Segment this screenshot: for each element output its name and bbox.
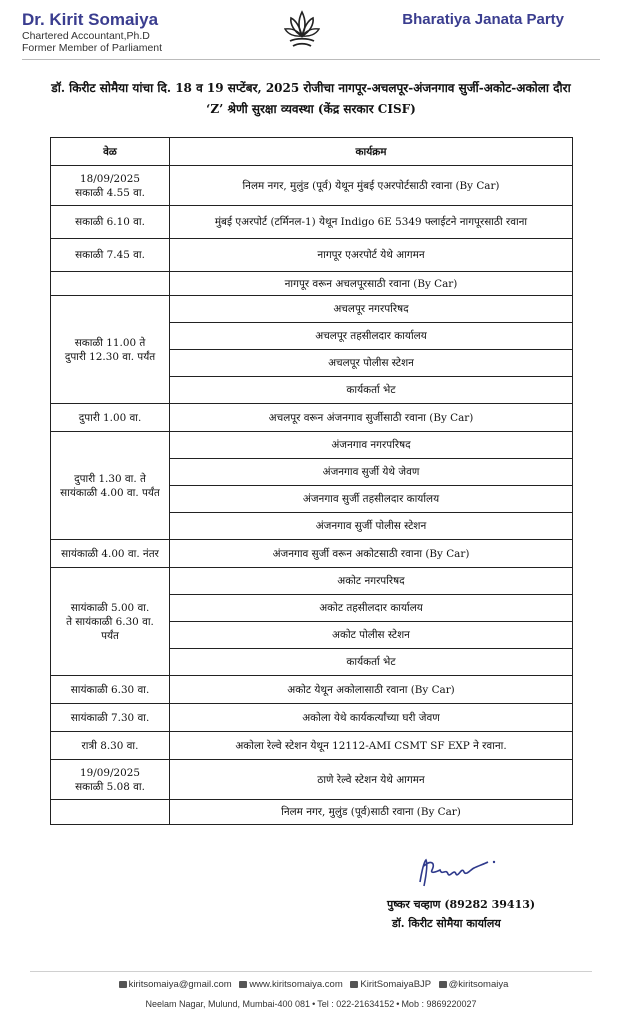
- program-cell: अकोट येथून अकोलासाठी रवाना (By Car): [170, 676, 573, 704]
- document-subtitle: ‘Z’ श्रेणी सुरक्षा व्यवस्था (केंद्र सरकार CISF): [206, 102, 416, 116]
- column-header-time: वेळ: [51, 138, 170, 166]
- footer-divider: [30, 971, 592, 972]
- time-cell: [51, 800, 170, 825]
- program-cell: निलम नगर, मुलुंड (पूर्व) येथून मुंबई एअरपोर्टसाठी रवाना (By Car): [170, 166, 573, 206]
- program-cell: कार्यकर्ता भेट: [170, 377, 573, 404]
- time-text: 19/09/2025: [80, 766, 140, 779]
- table-row: [51, 239, 573, 272]
- header-divider: [22, 59, 600, 60]
- program-cell: अकोट नगरपरिषद: [170, 568, 573, 595]
- signatory-name: पुष्कर चव्हाण (89282 39413): [387, 898, 536, 911]
- footer-tel: Tel : 022-21634152: [317, 999, 395, 1009]
- schedule-table: [50, 137, 573, 825]
- time-text: सकाळी 11.00 ते: [74, 336, 146, 349]
- time-cell: [51, 296, 170, 404]
- program-cell: ठाणे रेल्वे स्टेशन येथे आगमन: [170, 760, 573, 800]
- program-cell: कार्यकर्ता भेट: [170, 649, 573, 676]
- footer-address-line: Neelam Nagar, Mulund, Mumbai-400 081 • Tel : 022-21634152 • Mob : 9869220027: [145, 999, 477, 1009]
- program-cell: अंजनगाव सुर्जी वरून अकोटसाठी रवाना (By Car): [170, 540, 573, 568]
- program-cell: अचलपूर पोलीस स्टेशन: [170, 350, 573, 377]
- time-cell: [51, 732, 170, 760]
- time-cell: [51, 404, 170, 432]
- time-cell: [51, 432, 170, 540]
- table-row: [51, 676, 573, 704]
- footer-facebook[interactable]: KiritSomaiyaBJP: [360, 979, 431, 990]
- letterhead-left: [22, 10, 162, 54]
- signatory-office: डॉ. किरीट सोमैया कार्यालय: [392, 917, 501, 930]
- time-text: सायंकाळी 4.00 वा. पर्यंत: [60, 486, 160, 499]
- party-name: Bharatiya Janata Party: [402, 11, 564, 28]
- program-cell: अंजनगाव सुर्जी येथे जेवण: [170, 459, 573, 486]
- table-row: [51, 540, 573, 568]
- footer-address: Neelam Nagar, Mulund, Mumbai-400 081: [145, 999, 311, 1009]
- time-cell: [51, 676, 170, 704]
- time-text: सकाळी 7.45 वा.: [75, 249, 145, 261]
- table-row: [51, 296, 573, 323]
- table-row: [51, 206, 573, 239]
- schedule-body: [51, 166, 573, 825]
- table-row: [51, 568, 573, 595]
- time-text: दुपारी 1.00 वा.: [78, 411, 142, 424]
- program-cell: अकोला येथे कार्यकर्त्यांच्या घरी जेवण: [170, 704, 573, 732]
- program-cell: नागपूर वरून अचलपूरसाठी रवाना (By Car): [170, 272, 573, 296]
- time-text: सायंकाळी 7.30 वा.: [70, 711, 150, 724]
- email-icon: [119, 981, 127, 988]
- footer-contacts: [0, 979, 622, 990]
- program-cell: अंजनगाव सुर्जी तहसीलदार कार्यालय: [170, 486, 573, 513]
- facebook-icon: [350, 981, 358, 988]
- footer-twitter[interactable]: @kiritsomaiya: [448, 979, 509, 990]
- table-row: [51, 760, 573, 800]
- time-text: सकाळी 5.08 वा.: [75, 780, 145, 793]
- time-cell: [51, 239, 170, 272]
- table-row: [51, 166, 573, 206]
- time-text: पर्यंत: [101, 629, 119, 642]
- table-row: [51, 732, 573, 760]
- program-cell: अकोट पोलीस स्टेशन: [170, 622, 573, 649]
- time-text: दुपारी 12.30 वा. पर्यंत: [64, 350, 156, 363]
- twitter-icon: [439, 981, 447, 988]
- time-text: दुपारी 1.30 वा. ते: [74, 472, 146, 485]
- program-cell: मुंबई एअरपोर्ट (टर्मिनल-1) येथून Indigo 6E 5349 फ्लाईटने नागपूरसाठी रवाना: [170, 206, 573, 239]
- letterhead-name: Dr. Kirit Somaiya: [22, 10, 159, 29]
- table-row: [51, 272, 573, 296]
- program-cell: निलम नगर, मुलुंड (पूर्व)साठी रवाना (By Car): [170, 800, 573, 825]
- program-cell: अचलपूर नगरपरिषद: [170, 296, 573, 323]
- document-title: डॉ. किरीट सोमैया यांचा दि. 18 व 19 सप्टेंबर, 2025 रोजीचा नागपूर-अचलपूर-अंजनगाव सुर्जी-अकोट-अकोला दौरा: [51, 81, 571, 95]
- table-row: [51, 432, 573, 459]
- signature-image: [414, 852, 500, 892]
- footer-website[interactable]: www.kiritsomaiya.com: [249, 979, 343, 990]
- time-text: सायंकाळी 5.00 वा.: [70, 601, 150, 614]
- time-cell: [51, 760, 170, 800]
- table-row: [51, 404, 573, 432]
- time-text: रात्री 8.30 वा.: [81, 739, 139, 752]
- time-cell: [51, 568, 170, 676]
- time-cell: [51, 166, 170, 206]
- program-cell: अंजनगाव सुर्जी पोलीस स्टेशन: [170, 513, 573, 540]
- time-cell: [51, 206, 170, 239]
- table-row: [51, 800, 573, 825]
- time-text: ते सायंकाळी 6.30 वा.: [66, 615, 154, 628]
- letterhead-qualification: Chartered Accountant,Ph.D: [22, 30, 150, 42]
- lotus-icon: [284, 10, 320, 50]
- program-cell: अचलपूर तहसीलदार कार्यालय: [170, 323, 573, 350]
- table-header-row: [51, 138, 573, 166]
- table-row: [51, 704, 573, 732]
- program-cell: नागपूर एअरपोर्ट येथे आगमन: [170, 239, 573, 272]
- time-text: सकाळी 6.10 वा.: [75, 216, 145, 228]
- time-cell: [51, 540, 170, 568]
- program-cell: अकोला रेल्वे स्टेशन येथून 12112-AMI CSMT SF EXP ने रवाना.: [170, 732, 573, 760]
- time-text: 18/09/2025: [80, 172, 140, 185]
- program-cell: अकोट तहसीलदार कार्यालय: [170, 595, 573, 622]
- time-text: सायंकाळी 4.00 वा. नंतर: [61, 547, 159, 560]
- footer-email[interactable]: kiritsomaiya@gmail.com: [128, 979, 232, 990]
- program-cell: अचलपूर वरून अंजनगाव सुर्जीसाठी रवाना (By Car): [170, 404, 573, 432]
- time-cell: [51, 272, 170, 296]
- letterhead-designation: Former Member of Parliament: [22, 42, 163, 54]
- column-header-program: कार्यक्रम: [170, 138, 573, 166]
- footer-mob: Mob : 9869220027: [401, 999, 477, 1009]
- time-text: सकाळी 4.55 वा.: [75, 186, 145, 199]
- time-text: सायंकाळी 6.30 वा.: [70, 683, 150, 696]
- time-cell: [51, 704, 170, 732]
- program-cell: अंजनगाव नगरपरिषद: [170, 432, 573, 459]
- web-icon: [239, 981, 247, 988]
